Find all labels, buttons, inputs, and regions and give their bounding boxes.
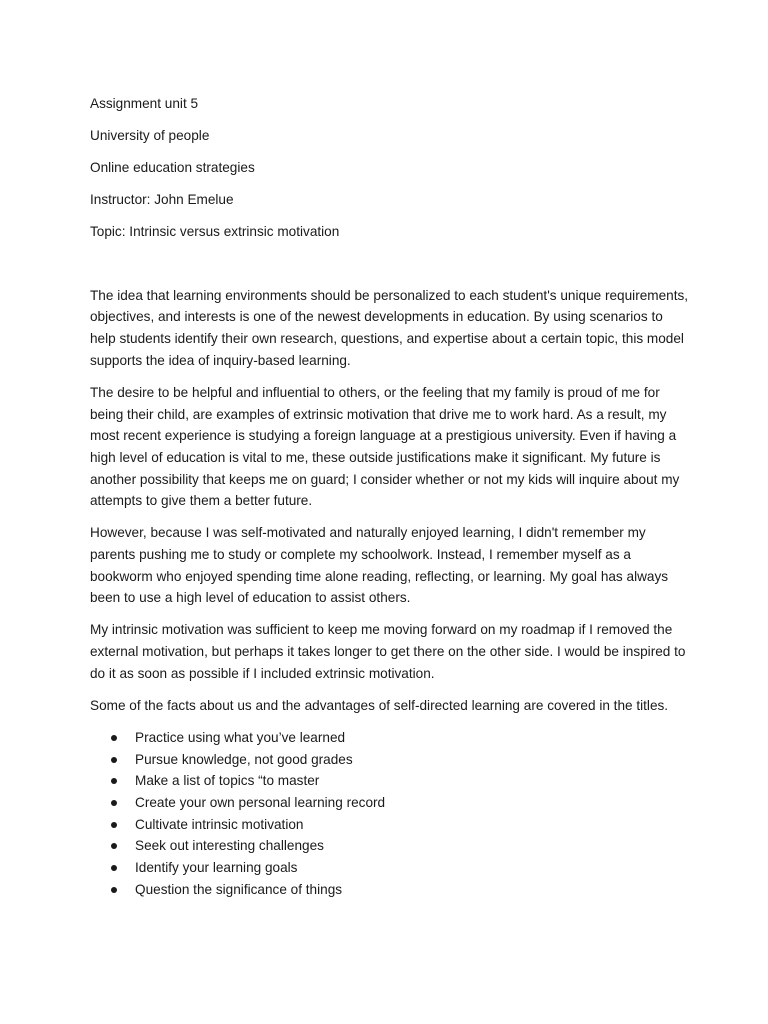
bullet-list	[90, 727, 690, 901]
bullet-icon	[111, 778, 117, 784]
paragraph-2: The desire to be helpful and influential to others, or the feeling that my family is proud of me for being their child, are examples of extrinsic motivation that drive me to work hard. As a result, my most recent experience is studying a foreign language at a prestigious university. Even if having a high level of education is vital to me, these outside justifications make it significant. My future is another possibility that keeps me on guard; I consider whether or not my kids will inquire about my attempts to give them a better future.	[90, 384, 680, 509]
list-item-text: Practice using what you’ve learned	[135, 729, 346, 745]
list-item-text: Question the significance of things	[135, 881, 343, 897]
course-name: Online education strategies	[90, 160, 255, 175]
list-item	[90, 857, 690, 879]
bullet-icon	[111, 735, 117, 741]
list-item-text: Pursue knowledge, not good grades	[135, 751, 353, 767]
list-item-text: Cultivate intrinsic motivation	[135, 816, 304, 832]
bullet-icon	[111, 822, 117, 828]
topic-line: Topic: Intrinsic versus extrinsic motivation	[90, 224, 340, 239]
list-item	[90, 792, 690, 814]
list-item	[90, 770, 690, 792]
bullet-icon	[111, 887, 117, 893]
paragraph-3: However, because I was self-motivated and naturally enjoyed learning, I didn't remember my parents pushing me to study or complete my schoolwork. Instead, I remember myself as a bookworm who enjoyed spending time alone reading, reflecting, or learning. My goal has always been to use a high level of education to assist others.	[90, 525, 669, 606]
document-content	[90, 93, 690, 900]
bullet-icon	[111, 800, 117, 806]
university-name: University of people	[90, 128, 210, 143]
paragraph-5: Some of the facts about us and the advantages of self-directed learning are covered in the titles.	[90, 697, 669, 713]
list-item-text: Make a list of topics “to master	[135, 773, 320, 789]
assignment-title: Assignment unit 5	[90, 96, 199, 111]
paragraph-1: The idea that learning environments should be personalized to each student's unique requirements, objectives, and interests is one of the newest developments in education. By using scenarios to help students identify their own research, questions, and expertise about a certain topic, this model supports the idea of inquiry-based learning.	[90, 287, 689, 368]
bullet-icon	[111, 843, 117, 849]
list-item-text: Seek out interesting challenges	[135, 838, 324, 854]
paragraph-4: My intrinsic motivation was sufficient to keep me moving forward on my roadmap if I removed the external motivation, but perhaps it takes longer to get there on the other side. I would be inspired to do it as soon as possible if I included extrinsic motivation.	[90, 622, 686, 681]
instructor-name: Instructor: John Emelue	[90, 192, 234, 207]
list-item	[90, 879, 690, 901]
bullet-icon	[111, 865, 117, 871]
list-item-text: Identify your learning goals	[135, 860, 298, 876]
list-item	[90, 749, 690, 771]
list-item	[90, 727, 690, 749]
list-item	[90, 814, 690, 836]
document-header	[90, 93, 690, 243]
list-item	[90, 835, 690, 857]
list-item-text: Create your own personal learning record	[135, 794, 386, 810]
bullet-icon	[111, 757, 117, 763]
